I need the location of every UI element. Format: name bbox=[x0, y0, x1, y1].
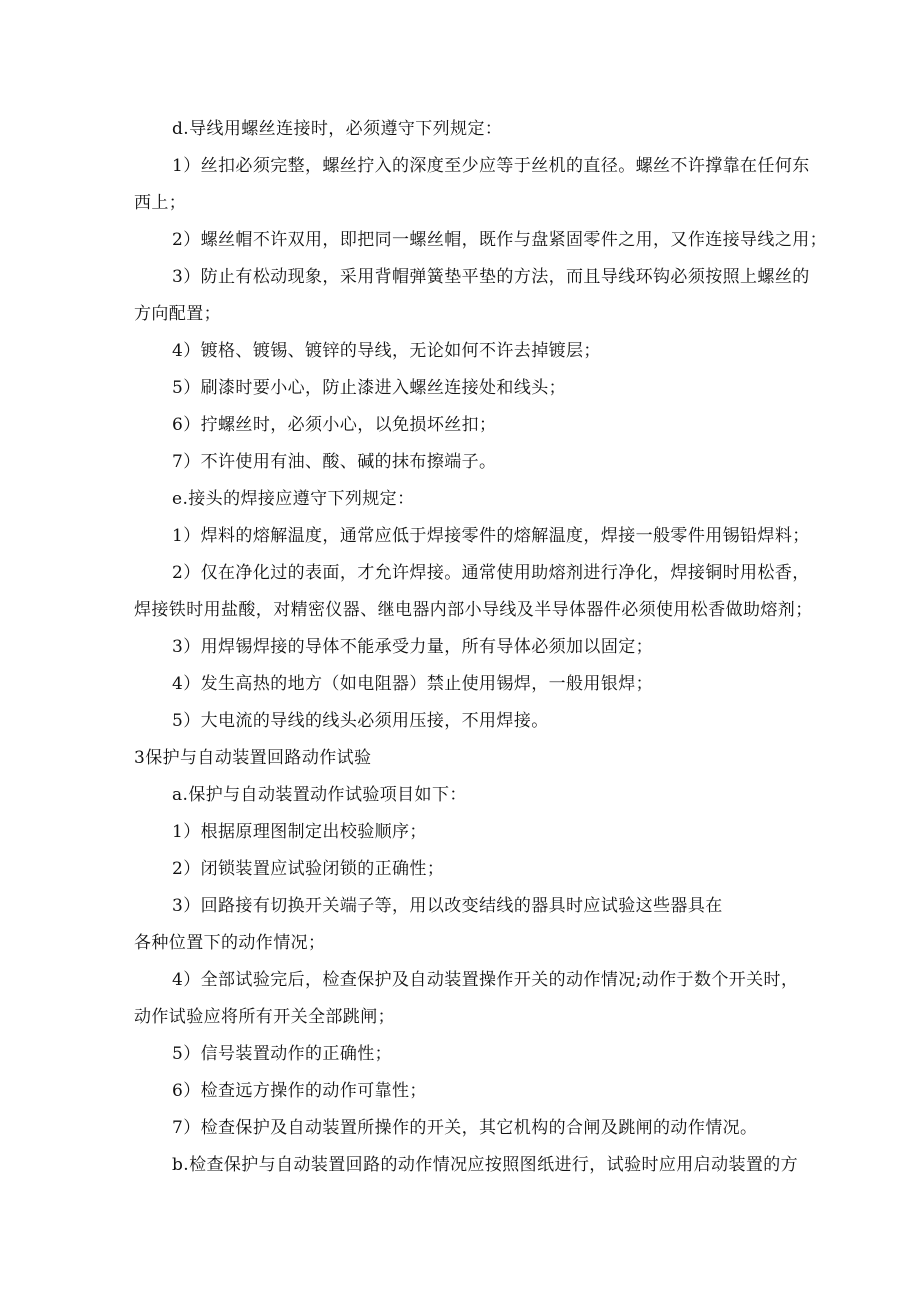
paragraph-line: 动作试验应将所有开关全部跳闸； bbox=[134, 1007, 395, 1027]
paragraph-line: 6）拧螺丝时，必须小心，以免损坏丝扣； bbox=[172, 415, 497, 435]
paragraph-line: 方向配置； bbox=[134, 304, 221, 324]
section-d-heading: d.导线用螺丝连接时，必须遵守下列规定： bbox=[172, 119, 503, 139]
paragraph-line: 5）信号装置动作的正确性； bbox=[172, 1044, 393, 1064]
paragraph-line: 1）根据原理图制定出校验顺序； bbox=[172, 822, 427, 842]
paragraph-line: 各种位置下的动作情况； bbox=[134, 933, 326, 953]
section-e-heading: e.接头的焊接应遵守下列规定： bbox=[172, 489, 415, 509]
paragraph-line: 2）仅在净化过的表面，才允许焊接。通常使用助熔剂进行净化，焊接铜时用松香， bbox=[172, 563, 810, 583]
paragraph-line: 4）全部试验完后，检查保护及自动装置操作开关的动作情况;动作于数个开关时， bbox=[172, 970, 799, 990]
paragraph-line: 3）用焊锡焊接的导体不能承受力量，所有导体必须加以固定； bbox=[172, 637, 654, 657]
paragraph-line: 3）回路接有切换开关端子等，用以改变结线的器具时应试验这些器具在 bbox=[172, 896, 723, 916]
paragraph-line: 西上； bbox=[134, 193, 187, 213]
paragraph-line: 2）螺丝帽不许双用，即把同一螺丝帽，既作与盘紧固零件之用，又作连接导线之用； bbox=[172, 230, 828, 250]
paragraph-line: 1）丝扣必须完整，螺丝拧入的深度至少应等于丝机的直径。螺丝不许撑靠在任何东 bbox=[172, 156, 810, 176]
paragraph-line: 4）发生高热的地方（如电阻器）禁止使用锡焊，一般用银焊； bbox=[172, 674, 654, 694]
section-b-heading: b.检查保护与自动装置回路的动作情况应按照图纸进行，试验时应用启动装置的方 bbox=[172, 1155, 799, 1175]
paragraph-line: 5）大电流的导线的线头必须用压接，不用焊接。 bbox=[172, 711, 549, 731]
paragraph-line: 3）防止有松动现象，采用背帽弹簧垫平垫的方法，而且导线环钩必须按照上螺丝的 bbox=[172, 267, 810, 287]
section-a-heading: a.保护与自动装置动作试验项目如下： bbox=[172, 785, 467, 805]
paragraph-line: 2）闭锁装置应试验闭锁的正确性； bbox=[172, 859, 445, 879]
paragraph-line: 7）检查保护及自动装置所操作的开关，其它机构的合闸及跳闸的动作情况。 bbox=[172, 1118, 758, 1138]
paragraph-line: 焊接铁时用盐酸，对精密仪器、继电器内部小导线及半导体器件必须使用松香做助熔剂； bbox=[134, 600, 813, 620]
paragraph-line: 5）刷漆时要小心，防止漆进入螺丝连接处和线头； bbox=[172, 378, 567, 398]
section-3-heading: 3保护与自动装置回路动作试验 bbox=[134, 748, 372, 768]
paragraph-line: 1）焊料的熔解温度，通常应低于焊接零件的熔解温度，焊接一般零件用锡铅焊料； bbox=[172, 526, 810, 546]
paragraph-line: 6）检查远方操作的动作可靠性； bbox=[172, 1081, 427, 1101]
paragraph-line: 7）不许使用有油、酸、碱的抹布擦端子。 bbox=[172, 452, 497, 472]
paragraph-line: 4）镀格、镀锡、镀锌的导线，无论如何不许去掉镀层； bbox=[172, 341, 601, 361]
